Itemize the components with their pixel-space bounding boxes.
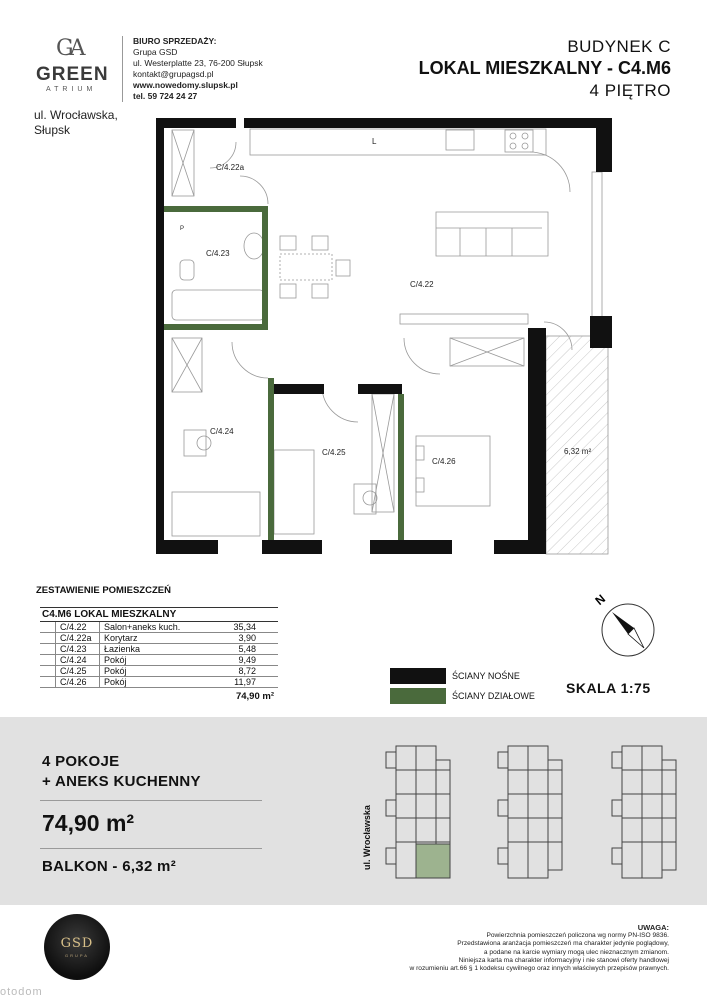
- compass-icon: [590, 588, 662, 658]
- disclaimer-note: [369, 924, 669, 973]
- gsd-logo: [44, 914, 110, 980]
- logo-subtitle: ATRIUM: [46, 86, 97, 93]
- table-row: [40, 644, 278, 655]
- table-row: [40, 655, 278, 666]
- disclaimer-line: w rozumieniu art.66 § 1 kodeksu cywilnego oraz innych właściwych przepisów prawnych.: [409, 965, 669, 973]
- rooms-count: 4 POKOJE: [42, 753, 120, 770]
- room-code: C/4.25: [56, 666, 100, 676]
- room-area: 3,90: [238, 633, 256, 643]
- address-line-1: ul. Wrocławska,: [34, 108, 118, 122]
- table-row: [40, 622, 278, 633]
- balcony-area: BALKON - 6,32 m²: [42, 858, 176, 875]
- door-arc: [404, 338, 440, 374]
- window: [592, 172, 602, 322]
- bed-icon-room-24: [172, 492, 260, 536]
- door-arc: [232, 342, 268, 378]
- key-plan-3: [612, 746, 676, 878]
- disclaimer-line: a podane na karcie wymiary mogą ulec nieznacznym zmianom.: [483, 948, 669, 956]
- unit-summary: [42, 752, 201, 792]
- desk-icon-room-24: [184, 430, 206, 456]
- table-row: [40, 666, 278, 677]
- logo-mark: GA: [56, 36, 82, 61]
- bearing-wall-label: ŚCIANY NOŚNE: [452, 671, 520, 681]
- kitchen-note: + ANEKS KUCHENNY: [42, 773, 201, 790]
- sofa-icon: [436, 212, 548, 256]
- floor-title: 4 PIĘTRO: [589, 81, 671, 100]
- unit-title: LOKAL MIESZKALNY - C4.M6: [418, 58, 671, 78]
- gsd-logo-subtitle: GRUPA: [65, 953, 89, 958]
- disclaimer-line: Powierzchnia pomieszczeń policzona wg normy PN-ISO 9836.: [486, 932, 669, 940]
- bearing-wall-swatch: [390, 668, 446, 684]
- partition-wall-label: ŚCIANY DZIAŁOWE: [452, 691, 535, 701]
- partition-wall-swatch: [390, 688, 446, 704]
- room-area: 8,72: [238, 666, 256, 676]
- investment-address: [34, 108, 118, 138]
- rooms-table-total: 74,90 m²: [235, 691, 274, 702]
- door-arc: [322, 386, 358, 422]
- contact-street: ul. Westerplatte 23, 76-200 Słupsk: [133, 58, 263, 68]
- rooms-table: [40, 607, 278, 702]
- room-code: C/4.22a: [56, 633, 100, 643]
- room-label: C/4.26: [432, 457, 456, 466]
- contact-website[interactable]: www.nowedomy.slupsk.pl: [133, 80, 238, 90]
- room-name: Pokój: [104, 655, 127, 665]
- unit-area: 74,90 m²: [42, 810, 135, 836]
- contact-phone: tel. 59 724 24 27: [133, 91, 198, 101]
- balcony-area-label: 6,32 m²: [564, 447, 592, 456]
- watermark: otodom: [0, 986, 43, 998]
- gsd-logo-text: GSD: [60, 936, 94, 951]
- room-area: 35,34: [233, 622, 256, 632]
- keyplan-street-label: ul. Wrocławska: [362, 805, 372, 870]
- divider: [40, 848, 262, 849]
- room-name: Pokój: [104, 666, 127, 676]
- room-label: C/4.25: [322, 448, 346, 457]
- partition-walls: [164, 206, 404, 540]
- tv-console: [400, 314, 528, 324]
- bathtub-icon: [172, 290, 264, 320]
- bed-icon-room-26: [416, 436, 490, 506]
- disclaimer-line: Niniejsza karta ma charakter informacyjny i nie stanowi oferty handlowej: [458, 956, 669, 964]
- bed-icon-room-25: [274, 450, 314, 534]
- table-row: [40, 677, 278, 688]
- kitchen-sink-icon: [446, 130, 474, 150]
- rooms-table-title: ZESTAWIENIE POMIESZCZEŃ: [36, 585, 171, 596]
- table-row: [40, 633, 278, 644]
- building-title: BUDYNEK C: [567, 37, 671, 56]
- drawing-scale: SKALA 1:75: [566, 680, 651, 696]
- toilet-icon: [180, 260, 194, 280]
- stove-icon: [505, 130, 533, 152]
- key-plan-2: [498, 746, 562, 878]
- room-code: C/4.24: [56, 655, 100, 665]
- room-code: C/4.26: [56, 677, 100, 687]
- dining-chair-icon: [280, 236, 296, 250]
- room-name: Łazienka: [104, 644, 141, 654]
- rooms-table-header: C4.M6 LOKAL MIESZKALNY: [40, 607, 278, 622]
- building-key-plans: [380, 740, 680, 890]
- room-area: 5,48: [238, 644, 256, 654]
- sales-office-contact: [122, 36, 263, 102]
- room-label: C/4.22: [410, 280, 434, 289]
- door-arc: [240, 176, 268, 204]
- bearing-walls: [156, 118, 612, 554]
- fridge-mark: L: [372, 137, 377, 146]
- washbasin-icon: [244, 233, 264, 259]
- balcony-area: [546, 336, 608, 554]
- floor-plan: [150, 112, 622, 560]
- contact-email[interactable]: kontakt@grupagsd.pl: [133, 69, 214, 79]
- address-line-2: Słupsk: [34, 123, 71, 137]
- key-plan-unit-highlight: [416, 844, 450, 878]
- contact-company: Grupa GSD: [133, 47, 178, 57]
- divider: [40, 800, 262, 801]
- room-label: C/4.23: [206, 249, 230, 258]
- room-label: C/4.24: [210, 427, 234, 436]
- dining-table-icon: [280, 254, 332, 280]
- disclaimer-title: UWAGA:: [637, 923, 669, 932]
- disclaimer-line: Przedstawiona aranżacja pomieszczeń ma charakter jedynie poglądowy,: [457, 940, 669, 948]
- room-area: 11,97: [234, 677, 256, 687]
- room-area: 9,49: [238, 655, 256, 665]
- room-label: C/4.22a: [216, 163, 245, 172]
- washer-mark: P: [180, 226, 185, 232]
- room-code: C/4.23: [56, 644, 100, 654]
- room-name: Salon+aneks kuch.: [104, 622, 181, 632]
- door-arc: [530, 152, 570, 192]
- room-name: Pokój: [104, 677, 127, 687]
- room-code: C/4.22: [56, 622, 100, 632]
- contact-title: BIURO SPRZEDAŻY:: [133, 36, 217, 46]
- compass-north-label: N: [592, 591, 609, 608]
- logo-wordmark: GREEN: [36, 64, 109, 85]
- room-name: Korytarz: [104, 633, 138, 643]
- unit-header: [419, 36, 671, 101]
- kitchen-counter: [250, 129, 546, 155]
